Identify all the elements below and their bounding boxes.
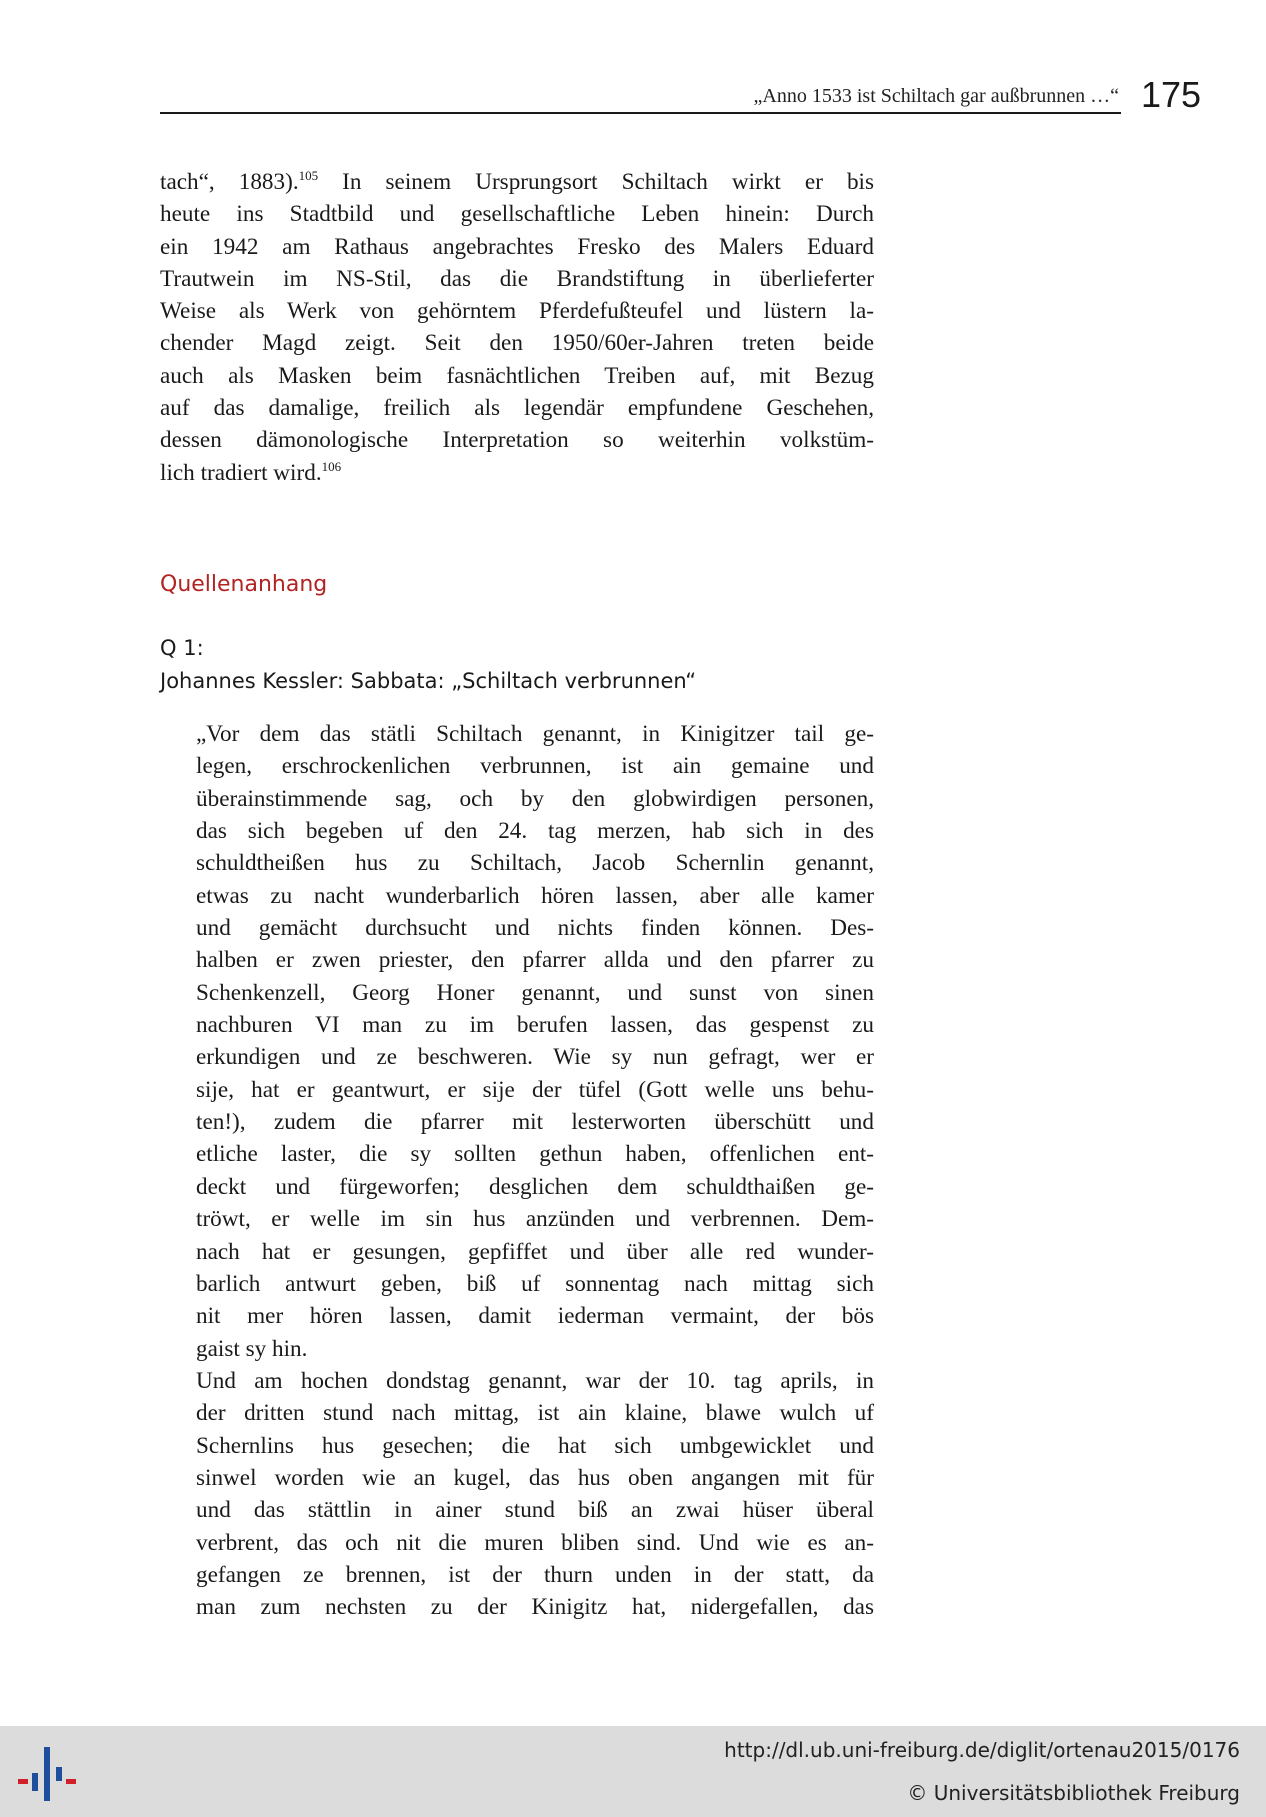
quote-line: deckt und fürgeworfen; desglichen dem schuldthaißen ge-	[196, 1173, 874, 1200]
text-run: Trautwein im NS-Stil, das die Brandstiftung in überlieferter	[160, 265, 874, 292]
text-line	[160, 198, 874, 230]
quote-line: halben er zwen priester, den pfarrer allda und den pfarrer zu	[196, 947, 874, 974]
section-heading: Quellenanhang	[160, 572, 328, 597]
text-run: chender Magd zeigt. Seit den 1950/60er-Jahren treten beide	[160, 330, 874, 357]
page-number: 175	[1141, 74, 1202, 115]
quote-line: „Vor dem das stätli Schiltach genannt, in Kinigitzer tail ge-	[196, 721, 874, 747]
text-line	[160, 327, 874, 359]
quote-line: legen, erschrockenlichen verbrunnen, ist ain gemaine und	[196, 753, 874, 780]
source-quote	[196, 718, 874, 1624]
source-label: Q 1:	[160, 636, 204, 660]
quote-line: sinwel worden wie an kugel, das hus oben angangen mit für	[196, 1464, 874, 1491]
footer-copyright: © Universitätsbibliothek Freiburg	[907, 1781, 1240, 1805]
text-run: lich tradiert wird.	[160, 459, 322, 486]
quote-line: und gemächt durchsucht und nichts finden können. Des-	[196, 915, 874, 942]
quote-line: nit mer hören lassen, damit iederman vermaint, der bös	[196, 1303, 874, 1330]
quote-line: gefangen ze brennen, ist der thurn unden in der statt, da	[196, 1561, 874, 1588]
body-paragraph	[160, 166, 874, 489]
text-run: heute ins Stadtbild und gesellschaftliche Leben hinein: Durch	[160, 201, 874, 228]
quote-line: Schenkenzell, Georg Honer genannt, und sunst von sinen	[196, 979, 874, 1006]
quote-line: verbrent, das och nit die muren bliben sind. Und wie es an-	[196, 1529, 874, 1556]
quote-line: ten!), zudem die pfarrer mit lesterworten überschütt und	[196, 1109, 874, 1136]
source-title: Johannes Kessler: Sabbata: „Schiltach verbrunnen“	[160, 669, 697, 693]
quote-line: etwas zu nacht wunderbarlich hören lassen, aber alle kamer	[196, 882, 874, 909]
quote-line: Und am hochen dondstag genannt, war der 10. tag aprils, in	[196, 1367, 874, 1394]
quote-line: sije, hat er geantwurt, er sije der tüfel (Gott welle uns behu-	[196, 1076, 874, 1103]
text-run: Weise als Werk von gehörntem Pferdefußteufel und lüstern la-	[160, 298, 874, 325]
text-line	[160, 424, 874, 456]
quote-line: man zum nechsten zu der Kinigitz hat, nidergefallen, das	[196, 1594, 874, 1621]
quote-line: gaist sy hin.	[196, 1335, 308, 1362]
running-header	[160, 74, 1121, 114]
text-run: tach“, 1883).	[160, 169, 299, 195]
footnote-marker: 105	[298, 168, 319, 183]
text-run: dessen dämonologische Interpretation so weiterhin volkstüm-	[160, 427, 874, 454]
quote-line: etliche laster, die sy sollten gethun haben, offenlichen ent-	[196, 1141, 874, 1168]
quote-line: schuldtheißen hus zu Schiltach, Jacob Schernlin genannt,	[196, 850, 874, 877]
quote-line: Schernlins hus gesechen; die hat sich umbgewicklet und	[196, 1432, 874, 1459]
text-line	[160, 457, 874, 489]
ub-freiburg-logo-icon	[18, 1743, 76, 1805]
quote-line: und das stättlin in ainer stund biß an zwai hüser überal	[196, 1497, 874, 1524]
text-run: auf das damalige, freilich als legendär empfundene Geschehen,	[160, 395, 874, 422]
text-line	[160, 392, 874, 424]
text-run: auch als Masken beim fasnächtlichen Treiben auf, mit Bezug	[160, 362, 874, 389]
text-line	[160, 360, 874, 392]
quote-line: erkundigen und ze beschweren. Wie sy nun gefragt, wer er	[196, 1044, 874, 1071]
text-line	[160, 231, 874, 263]
running-title: „Anno 1533 ist Schiltach gar außbrunnen …“	[753, 85, 1119, 107]
text-line	[160, 166, 874, 198]
quote-line: nachburen VI man zu im berufen lassen, das gespenst zu	[196, 1012, 874, 1039]
quote-line: das sich begeben uf den 24. tag merzen, hab sich in des	[196, 818, 874, 845]
quote-line: barlich antwurt geben, biß uf sonnentag nach mittag sich	[196, 1270, 874, 1297]
text-line	[160, 263, 874, 295]
quote-line: nach hat er gesungen, gepfiffet und über alle red wunder-	[196, 1238, 874, 1265]
text-line	[160, 295, 874, 327]
text-run: In seinem Ursprungsort Schiltach wirkt er bis	[318, 169, 874, 195]
quote-line: überainstimmende sag, och by den globwirdigen personen,	[196, 785, 874, 812]
quote-line: der dritten stund nach mittag, ist ain klaine, blawe wulch uf	[196, 1400, 874, 1427]
footnote-marker: 106	[321, 458, 342, 474]
footer-url-link[interactable]: http://dl.ub.uni-freiburg.de/diglit/ortenau2015/0176	[724, 1738, 1240, 1762]
quote-line: tröwt, er welle im sin hus anzünden und verbrennen. Dem-	[196, 1206, 874, 1233]
text-run: ein 1942 am Rathaus angebrachtes Fresko des Malers Eduard	[160, 233, 874, 260]
footer-bar	[0, 1726, 1266, 1817]
